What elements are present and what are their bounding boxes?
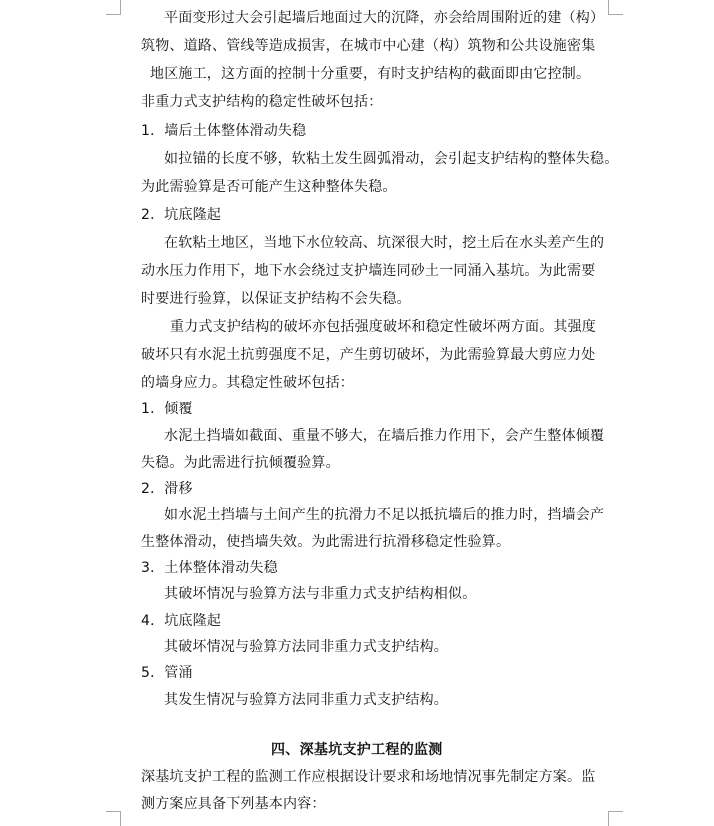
- list-item-title: 1．墙后土体整体滑动失稳: [141, 123, 307, 139]
- paragraph-line: 水泥土挡墙如截面、重量不够大，在墙后推力作用下，会产生整体倾覆: [164, 428, 605, 444]
- paragraph-line: 破坏只有水泥土抗剪强度不足，产生剪切破坏，为此需验算最大剪应力处: [141, 347, 596, 363]
- margin-corner-mark-top-left: [106, 0, 121, 15]
- paragraph-line: 时要进行验算，以保证支护结构不会失稳。: [141, 291, 411, 307]
- paragraph-line: 深基坑支护工程的监测工作应根据设计要求和场地情况事先制定方案。监: [141, 769, 596, 785]
- paragraph-line: 重力式支护结构的破坏亦包括强度破坏和稳定性破坏两方面。其强度: [170, 319, 596, 335]
- paragraph-line: 在软粘土地区，当地下水位较高、坑深很大时，挖土后在水头差产生的: [164, 235, 605, 251]
- list-item-title: 2．滑移: [141, 481, 193, 497]
- margin-corner-mark-top-right: [608, 0, 623, 15]
- paragraph-line: 如水泥土挡墙与土间产生的抗滑力不足以抵抗墙后的推力时，挡墙会产: [164, 507, 605, 523]
- paragraph-line: 其破坏情况与验算方法与非重力式支护结构相似。: [164, 586, 477, 602]
- list-item-title: 2．坑底隆起: [141, 207, 222, 223]
- paragraph-line: 如拉锚的长度不够，软粘土发生圆弧滑动，会引起支护结构的整体失稳。: [164, 151, 619, 167]
- paragraph-line: 生整体滑动，使挡墙失效。为此需进行抗滑移稳定性验算。: [141, 534, 511, 550]
- paragraph-line: 平面变形过大会引起墙后地面过大的沉降，亦会给周围附近的建（构）: [164, 10, 605, 26]
- paragraph-line: 为此需验算是否可能产生这种整体失稳。: [141, 179, 397, 195]
- paragraph-line: 非重力式支护结构的稳定性破坏包括：: [141, 94, 383, 110]
- list-item-title: 4．坑底隆起: [141, 613, 222, 629]
- section-heading: 四、深基坑支护工程的监测: [271, 742, 443, 758]
- paragraph-line: 动水压力作用下，地下水会绕过支护墙连同砂土一同涌入基坑。为此需要: [141, 263, 596, 279]
- paragraph-line: 其发生情况与验算方法同非重力式支护结构。: [164, 692, 448, 708]
- paragraph-line: 其破坏情况与验算方法同非重力式支护结构。: [164, 639, 448, 655]
- paragraph-line: 测方案应具备下列基本内容：: [141, 796, 326, 812]
- list-item-title: 1．倾覆: [141, 401, 193, 417]
- paragraph-line: 筑物、道路、管线等造成损害，在城市中心建（构）筑物和公共设施密集: [141, 38, 596, 54]
- margin-corner-mark-bottom-right: [608, 811, 623, 826]
- list-item-title: 3．土体整体滑动失稳: [141, 560, 278, 576]
- paragraph-line: 失稳。为此需进行抗倾覆验算。: [141, 455, 340, 471]
- paragraph-line: 地区施工，这方面的控制十分重要，有时支护结构的截面即由它控制。: [150, 66, 591, 82]
- margin-corner-mark-bottom-left: [106, 811, 121, 826]
- list-item-title: 5．管涌: [141, 665, 193, 681]
- paragraph-line: 的墙身应力。其稳定性破坏包括：: [141, 375, 354, 391]
